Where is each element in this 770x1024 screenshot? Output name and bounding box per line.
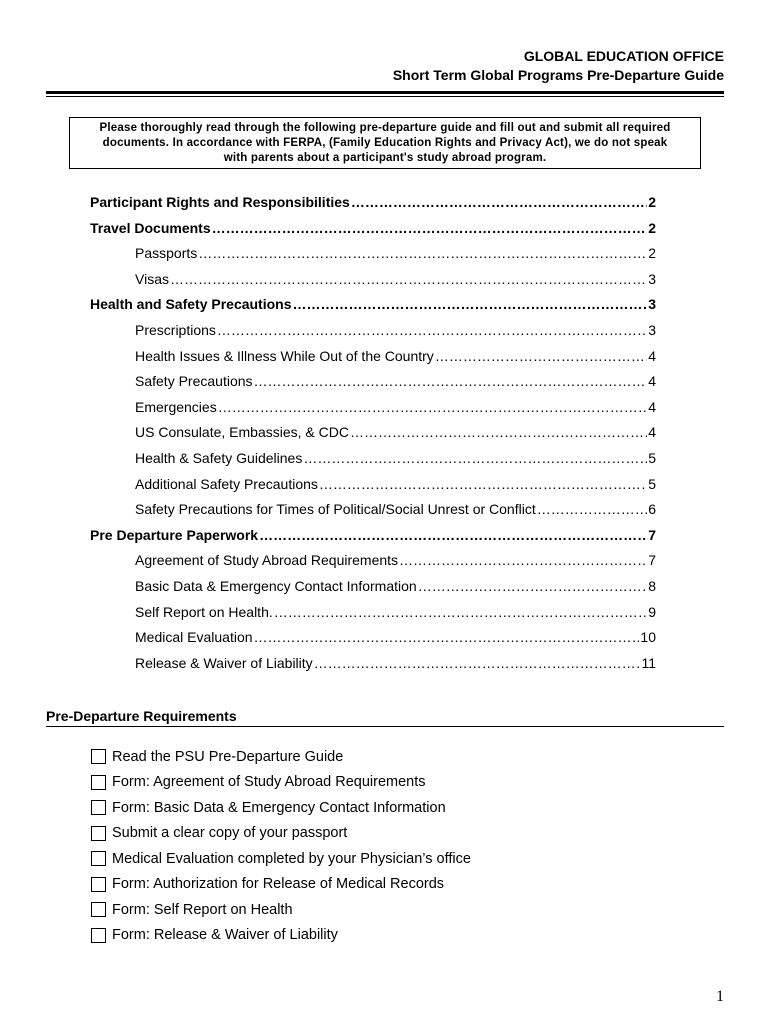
toc-entry-title: Health Issues & Illness While Out of the Country xyxy=(135,347,434,364)
checkbox[interactable] xyxy=(91,826,106,841)
toc-leader-dots xyxy=(418,578,648,594)
checklist-item-label: Form: Agreement of Study Abroad Requirements xyxy=(112,774,426,791)
toc-entry-page: 8 xyxy=(648,577,656,594)
checklist-item xyxy=(91,872,471,898)
toc-leader-dots xyxy=(259,527,647,543)
toc-subsection-entry xyxy=(90,373,656,399)
toc-entry-title: Participant Rights and Responsibilities xyxy=(90,194,350,210)
checkbox[interactable] xyxy=(91,775,106,790)
checklist-item-label: Submit a clear copy of your passport xyxy=(112,825,348,842)
notice-line: Please thoroughly read through the following pre-departure guide and fill out and submit all required xyxy=(99,122,671,134)
requirements-heading: Pre-Departure Requirements xyxy=(46,708,237,724)
toc-leader-dots xyxy=(399,552,647,568)
toc-leader-dots xyxy=(254,373,648,389)
checklist-item xyxy=(91,744,471,770)
toc-leader-dots xyxy=(170,271,647,287)
toc-entry-page: 4 xyxy=(648,398,656,415)
toc-leader-dots xyxy=(303,450,647,466)
toc-entry-title: Visas xyxy=(135,270,169,287)
toc-entry-page: 4 xyxy=(648,347,656,364)
checklist-item-label: Form: Authorization for Release of Medical Records xyxy=(112,876,445,893)
toc-leader-dots xyxy=(314,655,641,671)
toc-subsection-entry xyxy=(90,348,656,374)
toc-subsection-entry xyxy=(90,501,656,527)
requirements-rule xyxy=(46,726,724,727)
checkbox[interactable] xyxy=(91,877,106,892)
toc-subsection-entry xyxy=(90,578,656,604)
checklist-item-label: Form: Self Report on Health xyxy=(112,901,293,918)
toc-subsection-entry xyxy=(90,271,656,297)
toc-entry-title: Health and Safety Precautions xyxy=(90,296,292,313)
toc-entry-title: Self Report on Health. xyxy=(135,603,273,620)
toc-leader-dots xyxy=(351,194,647,210)
toc-entry-title: Safety Precautions xyxy=(135,373,253,390)
checklist-item-label: Medical Evaluation completed by your Physician’s office xyxy=(112,850,471,867)
table-of-contents xyxy=(90,194,656,680)
toc-entry-title: Passports xyxy=(135,245,198,262)
toc-entry-page: 3 xyxy=(648,296,656,313)
toc-leader-dots xyxy=(319,476,647,492)
toc-subsection-entry xyxy=(90,322,656,348)
toc-leader-dots xyxy=(350,424,647,440)
toc-entry-title: Pre Departure Paperwork xyxy=(90,526,259,543)
toc-section-entry xyxy=(90,220,656,246)
toc-leader-dots xyxy=(293,296,648,312)
toc-entry-title: Additional Safety Precautions xyxy=(135,475,318,492)
toc-leader-dots xyxy=(198,245,647,261)
checklist-item-label: Form: Basic Data & Emergency Contact Information xyxy=(112,799,446,816)
toc-entry-page: 10 xyxy=(640,629,656,646)
toc-subsection-entry xyxy=(90,476,656,502)
toc-leader-dots xyxy=(537,501,647,517)
toc-entry-page: 2 xyxy=(648,194,656,210)
toc-leader-dots xyxy=(274,604,647,620)
requirements-checklist xyxy=(91,744,471,948)
toc-entry-page: 11 xyxy=(641,654,656,671)
checkbox[interactable] xyxy=(91,800,106,815)
toc-entry-page: 3 xyxy=(648,321,656,338)
toc-subsection-entry xyxy=(90,604,656,630)
toc-entry-page: 2 xyxy=(648,219,656,236)
toc-entry-title: Health & Safety Guidelines xyxy=(135,449,303,466)
toc-entry-page: 7 xyxy=(648,552,656,569)
toc-entry-title: US Consulate, Embassies, & CDC xyxy=(135,424,349,441)
toc-subsection-entry xyxy=(90,629,656,655)
toc-entry-page: 2 xyxy=(648,245,656,262)
toc-leader-dots xyxy=(217,322,647,338)
checklist-item xyxy=(91,923,471,949)
checklist-item xyxy=(91,897,471,923)
toc-entry-page: 9 xyxy=(648,603,656,620)
header-rule-thick xyxy=(46,91,724,94)
checklist-item-label: Read the PSU Pre-Departure Guide xyxy=(112,748,344,765)
guide-title: Short Term Global Programs Pre-Departure Guide xyxy=(392,67,724,83)
toc-entry-page: 7 xyxy=(648,526,656,543)
toc-entry-title: Basic Data & Emergency Contact Information xyxy=(135,577,417,594)
notice-line: with parents about a participant's study abroad program. xyxy=(223,152,547,164)
checkbox[interactable] xyxy=(91,851,106,866)
toc-section-entry xyxy=(90,527,656,553)
toc-subsection-entry xyxy=(90,552,656,578)
toc-entry-page: 5 xyxy=(648,449,656,466)
office-name: GLOBAL EDUCATION OFFICE xyxy=(523,48,724,64)
toc-subsection-entry xyxy=(90,399,656,425)
toc-leader-dots xyxy=(212,220,648,236)
checkbox[interactable] xyxy=(91,902,106,917)
toc-entry-title: Release & Waiver of Liability xyxy=(135,654,313,671)
toc-subsection-entry xyxy=(90,245,656,271)
toc-entry-title: Prescriptions xyxy=(135,321,216,338)
checklist-item-label: Form: Release & Waiver of Liability xyxy=(112,927,338,944)
toc-entry-title: Medical Evaluation xyxy=(135,629,253,646)
toc-subsection-entry xyxy=(90,450,656,476)
toc-entry-page: 3 xyxy=(648,270,656,287)
toc-subsection-entry xyxy=(90,655,656,681)
checklist-item xyxy=(91,821,471,847)
header-rule-thin xyxy=(46,96,724,97)
toc-leader-dots xyxy=(435,348,647,364)
checklist-item xyxy=(91,846,471,872)
toc-entry-title: Safety Precautions for Times of Political/Social Unrest or Conflict xyxy=(135,501,536,518)
ferpa-notice-box xyxy=(69,117,701,169)
toc-entry-page: 5 xyxy=(648,475,656,492)
toc-section-entry xyxy=(90,194,656,220)
checklist-item xyxy=(91,795,471,821)
toc-entry-page: 4 xyxy=(648,373,656,390)
toc-entry-title: Emergencies xyxy=(135,398,217,415)
page-number: 1 xyxy=(716,988,724,1005)
toc-entry-title: Agreement of Study Abroad Requirements xyxy=(135,552,399,569)
checklist-item xyxy=(91,770,471,796)
toc-entry-page: 6 xyxy=(648,501,656,518)
toc-leader-dots xyxy=(218,399,648,415)
document-header xyxy=(393,47,724,85)
toc-entry-title: Travel Documents xyxy=(90,219,211,236)
notice-line: documents. In accordance with FERPA, (Family Education Rights and Privacy Act), we do not speak xyxy=(102,137,668,149)
toc-subsection-entry xyxy=(90,424,656,450)
checkbox[interactable] xyxy=(91,749,106,764)
toc-entry-page: 4 xyxy=(648,424,656,441)
toc-section-entry xyxy=(90,296,656,322)
checkbox[interactable] xyxy=(91,928,106,943)
toc-leader-dots xyxy=(254,629,640,645)
